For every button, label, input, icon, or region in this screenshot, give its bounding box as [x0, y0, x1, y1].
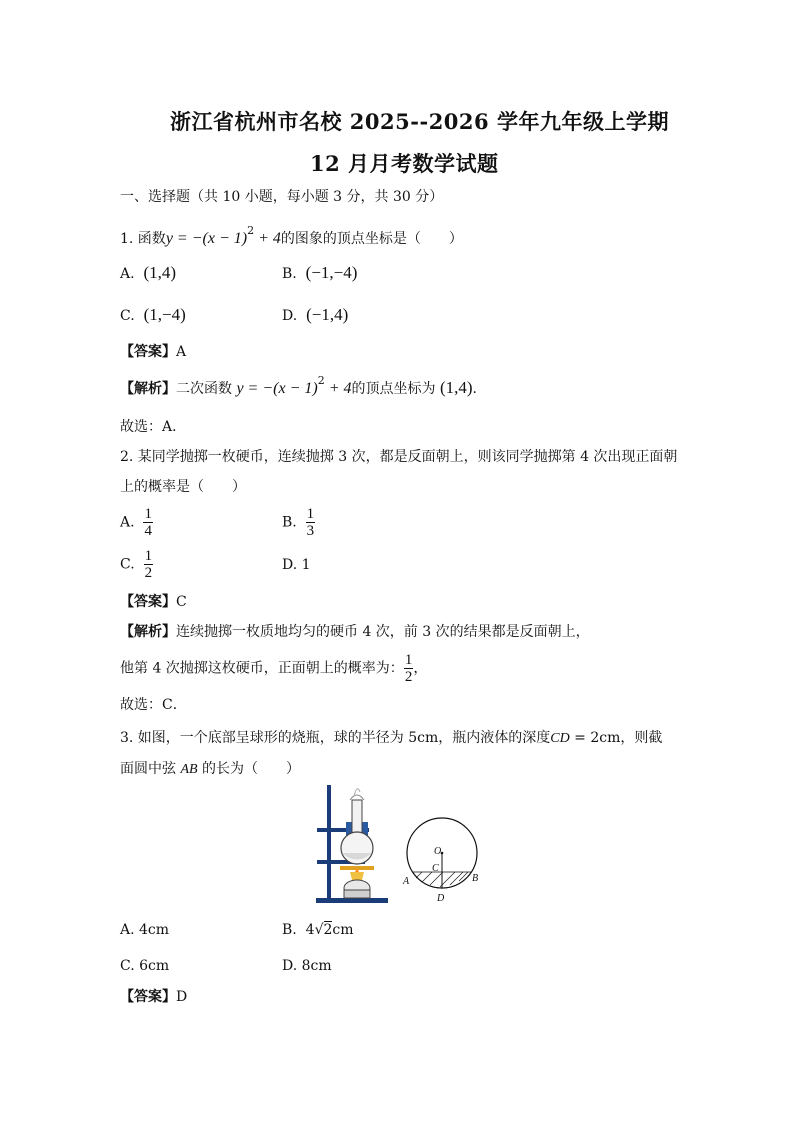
q1-formula-tail: + 4	[254, 230, 281, 247]
fraction	[144, 548, 154, 581]
q3-option-a: A. 4cm	[120, 922, 170, 938]
q2-choose: 故选：C．	[120, 697, 187, 713]
option-value: (1,−4)	[143, 305, 186, 324]
answer-value: C	[176, 594, 187, 610]
q3-figure	[300, 780, 500, 908]
q1-formula: y = −(x − 1)	[165, 230, 248, 247]
q1-prefix: 1. 函数	[120, 231, 166, 247]
option-value: (−1,−4)	[305, 263, 358, 282]
q2-analysis-line2	[120, 652, 427, 685]
q2-option-c	[120, 548, 153, 581]
option-label: B.	[282, 514, 297, 531]
q1-suffix: 的图象的顶点坐标是（ ）	[280, 231, 463, 247]
question-1	[120, 224, 463, 249]
question-2-line2: 上的概率是（ ）	[120, 479, 246, 495]
q3-option-c: C. 6cm	[120, 958, 170, 974]
q1-option-a	[120, 264, 176, 283]
q2-option-a	[120, 506, 153, 539]
unit: cm	[332, 922, 354, 938]
q2-analysis-line1	[120, 623, 590, 641]
page-title-line2: 12 月月考数学试题	[310, 151, 499, 176]
question-3-line1	[120, 729, 662, 748]
denominator: 2	[404, 669, 413, 685]
q1-analysis	[120, 374, 477, 399]
option-label: D.	[282, 308, 298, 324]
analysis-end: .	[472, 381, 477, 397]
label-c: C	[432, 863, 439, 874]
fraction	[404, 652, 414, 685]
q3-text: 的长为（ ）	[202, 761, 301, 777]
numerator: 1	[144, 506, 152, 522]
option-label: B.	[282, 922, 297, 938]
option-label: C.	[120, 556, 135, 573]
q3-text: = 2cm，则截	[569, 730, 663, 746]
answer-label: 【答案】	[120, 344, 176, 360]
q3-option-b	[282, 921, 354, 939]
analysis-point: (1,4)	[439, 378, 473, 397]
circle-section-diagram	[407, 818, 477, 888]
q3-cd: CD	[550, 731, 570, 746]
q3-ab: AB	[180, 762, 198, 777]
analysis-end: ，	[413, 660, 428, 677]
answer-label: 【答案】	[120, 989, 176, 1005]
q3-answer	[120, 988, 187, 1006]
section-heading: 一、选择题（共 10 小题，每小题 3 分，共 30 分）	[120, 189, 444, 205]
label-d: D	[437, 893, 445, 904]
numerator: 1	[404, 652, 413, 668]
q1-option-c	[120, 306, 186, 325]
option-value: (1,4)	[143, 263, 177, 282]
analysis-formula: y = −(x − 1)	[236, 380, 318, 397]
option-label: A.	[120, 514, 135, 531]
option-label: B.	[282, 266, 297, 282]
flask-stand-illustration	[316, 785, 388, 903]
label-o: O	[434, 846, 442, 857]
analysis-text: 连续抛掷一枚质地均匀的硬币 4 次，前 3 次的结果都是反面朝上，	[176, 624, 590, 640]
analysis-exp: 2	[317, 374, 325, 387]
denominator: 4	[144, 523, 152, 539]
q1-exp: 2	[247, 224, 255, 237]
page-title-line1: 浙江省杭州市名校 2025--2026 学年九年级上学期	[170, 109, 669, 134]
label-a: A	[403, 876, 410, 887]
denominator: 2	[144, 565, 153, 581]
analysis-label: 【解析】	[120, 381, 176, 397]
analysis-text: 他第 4 次抛掷这枚硬币，正面朝上的概率为：	[120, 660, 404, 677]
q3-text: 3. 如图，一个底部呈球形的烧瓶，球的半径为 5cm，瓶内液体的深度	[120, 730, 551, 746]
q2-option-d: D. 1	[282, 557, 311, 573]
analysis-text: 二次函数	[176, 381, 232, 397]
q3-option-d: D. 8cm	[282, 958, 332, 974]
option-label: C.	[120, 308, 135, 324]
q2-option-b	[282, 506, 315, 539]
q2-answer	[120, 593, 187, 611]
option-value: (−1,4)	[306, 305, 349, 324]
q3-text: 面圆中弦	[120, 761, 176, 777]
answer-value: D	[176, 989, 188, 1005]
q1-answer	[120, 343, 186, 361]
q1-option-b	[282, 264, 357, 283]
numerator: 1	[144, 548, 153, 564]
label-b: B	[472, 873, 479, 884]
answer-label: 【答案】	[120, 594, 176, 610]
fraction	[143, 506, 153, 539]
answer-value: A	[176, 344, 187, 360]
fraction	[306, 506, 316, 539]
radicand: 2	[323, 922, 333, 938]
question-2-line1: 2. 某同学抛掷一枚硬币，连续抛掷 3 次，都是反面朝上，则该同学抛掷第 4 次出现正面朝	[120, 449, 678, 465]
analysis-text: 的顶点坐标为	[351, 381, 436, 397]
numerator: 1	[306, 506, 315, 522]
q1-choose: 故选：A．	[120, 419, 187, 435]
sqrt-symbol: √	[314, 922, 324, 938]
question-3-line2	[120, 760, 300, 779]
option-label: A.	[120, 266, 135, 282]
denominator: 3	[306, 523, 315, 539]
q1-option-d	[282, 306, 348, 325]
analysis-formula-tail: + 4	[324, 380, 352, 397]
analysis-label: 【解析】	[120, 624, 176, 640]
coefficient: 4	[305, 922, 315, 938]
